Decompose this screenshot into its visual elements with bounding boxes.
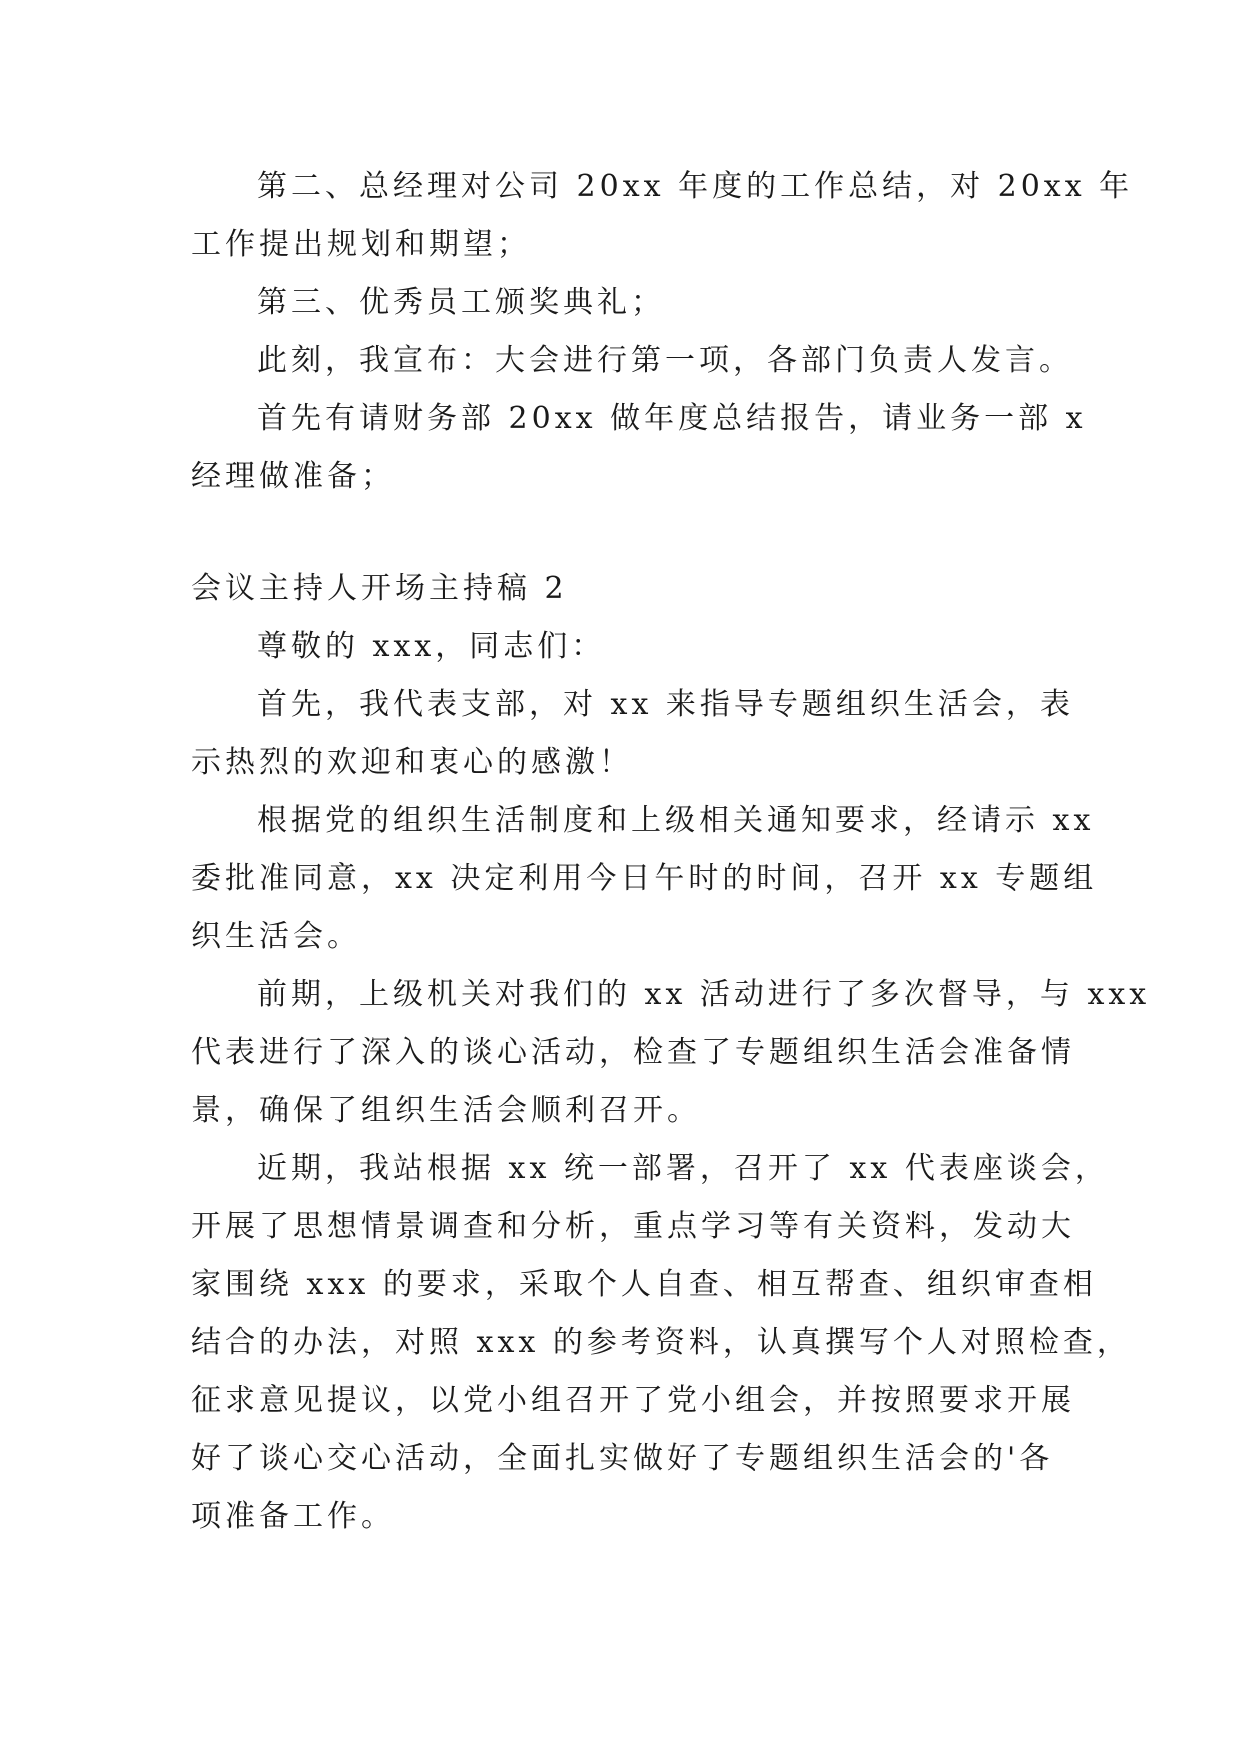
text-line: 代表进行了深入的谈心活动，检查了专题组织生活会准备情 <box>191 1035 1075 1070</box>
paragraph <box>191 1140 1131 1546</box>
text-line: 景，确保了组织生活会顺利召开。 <box>191 1093 701 1128</box>
text-line: 结合的办法，对照 xxx 的参考资料，认真撰写个人对照检查， <box>191 1325 1131 1360</box>
text-line: 首先，我代表支部，对 xx 来指导专题组织生活会，表 <box>257 687 1074 722</box>
text-line: 织生活会。 <box>191 919 361 954</box>
text-line: 工作提出规划和期望； <box>191 227 531 262</box>
paragraph <box>191 158 1134 274</box>
text-line: 此刻，我宣布：大会进行第一项，各部门负责人发言。 <box>257 343 1073 378</box>
text-line: 第三、优秀员工颁奖典礼； <box>257 285 665 320</box>
text-line: 项准备工作。 <box>191 1499 395 1534</box>
text-line: 好了谈心交心活动，全面扎实做好了专题组织生活会的'各 <box>191 1441 1054 1476</box>
section-1 <box>191 158 1134 506</box>
paragraph <box>191 274 1051 332</box>
text-line: 第二、总经理对公司 20xx 年度的工作总结，对 20xx 年 <box>257 169 1134 204</box>
text-line: 征求意见提议，以党小组召开了党小组会，并按照要求开展 <box>191 1383 1075 1418</box>
paragraph <box>191 966 1151 1140</box>
text-line: 近期，我站根据 xx 统一部署，召开了 xx 代表座谈会， <box>257 1151 1109 1186</box>
text-line: 前期，上级机关对我们的 xx 活动进行了多次督导，与 xxx <box>257 977 1151 1012</box>
text-line: 委批准同意，xx 决定利用今日午时的时间，召开 xx 专题组 <box>191 861 1098 896</box>
text-line: 家围绕 xxx 的要求，采取个人自查、相互帮查、组织审查相 <box>191 1267 1097 1302</box>
text-line: 根据党的组织生活制度和上级相关通知要求，经请示 xx <box>257 803 1095 838</box>
paragraph <box>191 390 1087 506</box>
text-line: 首先有请财务部 20xx 做年度总结报告，请业务一部 x <box>257 401 1087 436</box>
greeting <box>191 618 1051 676</box>
section-heading <box>191 560 1051 618</box>
text-line: 经理做准备； <box>191 459 395 494</box>
paragraph <box>191 792 1098 966</box>
paragraph <box>191 332 1073 390</box>
section-2 <box>191 560 1151 1546</box>
text-line: 尊敬的 xxx，同志们： <box>257 629 606 664</box>
heading-text: 会议主持人开场主持稿 2 <box>191 571 568 606</box>
text-line: 示热烈的欢迎和衷心的感激！ <box>191 745 633 780</box>
paragraph <box>191 676 1074 792</box>
text-line: 开展了思想情景调查和分析，重点学习等有关资料，发动大 <box>191 1209 1075 1244</box>
